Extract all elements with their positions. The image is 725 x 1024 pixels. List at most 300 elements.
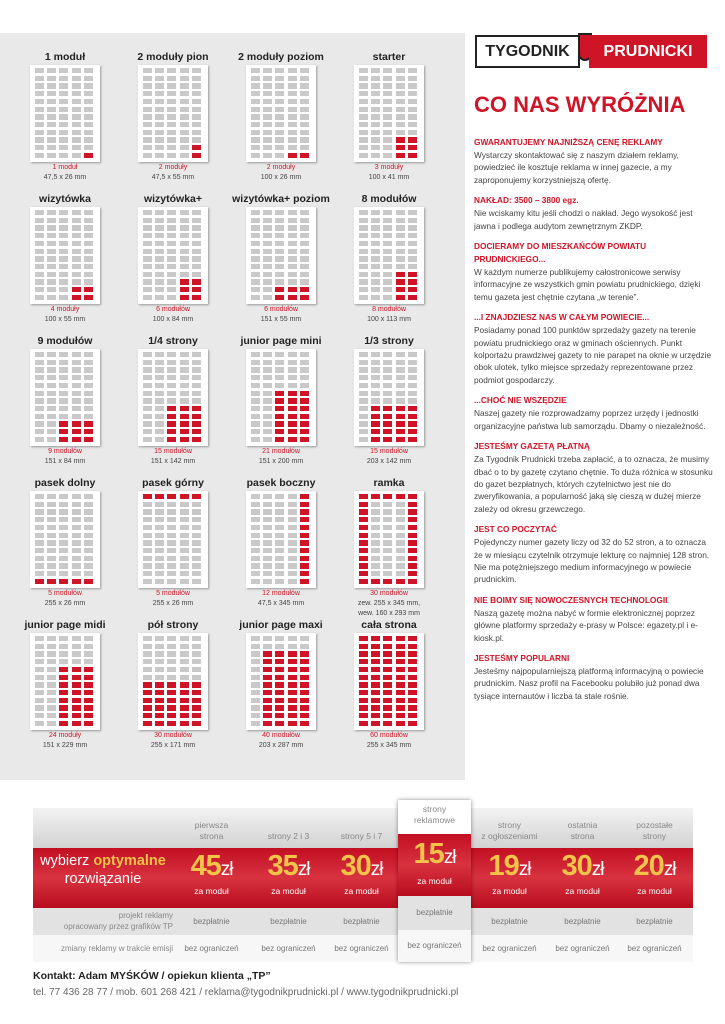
module-cell bbox=[288, 122, 297, 127]
module-cell bbox=[47, 698, 56, 703]
module-cell bbox=[371, 548, 380, 553]
module-cell-filled bbox=[263, 698, 272, 703]
module-cell-filled bbox=[408, 690, 417, 695]
module-cell bbox=[288, 383, 297, 388]
module-cell bbox=[396, 107, 405, 112]
module-card bbox=[15, 175, 115, 325]
module-cell bbox=[47, 437, 56, 442]
module-cell bbox=[251, 579, 260, 584]
module-cell bbox=[84, 99, 93, 104]
module-cell-filled bbox=[155, 698, 164, 703]
module-dimensions: 100 x 41 mm bbox=[368, 174, 410, 181]
module-cell bbox=[192, 579, 201, 584]
module-cell bbox=[143, 563, 152, 568]
module-cell bbox=[72, 145, 81, 150]
module-cell bbox=[251, 272, 260, 277]
module-cell-filled bbox=[383, 698, 392, 703]
module-cell bbox=[300, 241, 309, 246]
module-cell bbox=[251, 367, 260, 372]
module-cell bbox=[35, 383, 44, 388]
module-cell bbox=[180, 644, 189, 649]
module-cell bbox=[72, 406, 81, 411]
module-cell-filled bbox=[359, 556, 368, 561]
module-cell-filled bbox=[155, 494, 164, 499]
module-cell-filled bbox=[192, 421, 201, 426]
module-cell bbox=[383, 99, 392, 104]
module-cell bbox=[192, 556, 201, 561]
module-cell bbox=[300, 91, 309, 96]
module-page-diagram bbox=[246, 65, 316, 162]
module-cell-filled bbox=[192, 698, 201, 703]
module-cell bbox=[275, 130, 284, 135]
module-cell-filled bbox=[300, 525, 309, 530]
module-cell-filled bbox=[167, 414, 176, 419]
module-cell-filled bbox=[167, 721, 176, 726]
module-cell bbox=[383, 287, 392, 292]
module-cell bbox=[263, 360, 272, 365]
price-value: 15 bbox=[413, 838, 444, 870]
module-cell bbox=[251, 383, 260, 388]
module-cell bbox=[275, 525, 284, 530]
module-cell bbox=[143, 233, 152, 238]
module-cell-filled bbox=[396, 437, 405, 442]
module-cell bbox=[155, 264, 164, 269]
module-cell bbox=[251, 218, 260, 223]
module-cell-filled bbox=[359, 659, 368, 664]
module-card bbox=[15, 459, 115, 609]
module-cell bbox=[47, 690, 56, 695]
price-currency: zł bbox=[370, 859, 383, 880]
module-cell-filled bbox=[371, 636, 380, 641]
module-page-diagram bbox=[354, 633, 424, 730]
module-cell bbox=[167, 352, 176, 357]
module-cell bbox=[359, 107, 368, 112]
module-cell bbox=[288, 533, 297, 538]
module-cell bbox=[383, 218, 392, 223]
module-cell bbox=[251, 690, 260, 695]
module-cell bbox=[192, 563, 201, 568]
module-cell bbox=[383, 563, 392, 568]
module-cell bbox=[192, 367, 201, 372]
module-cell-filled bbox=[300, 667, 309, 672]
module-cell bbox=[155, 651, 164, 656]
module-cell-filled bbox=[396, 667, 405, 672]
module-cell-filled bbox=[263, 682, 272, 687]
module-cell-filled bbox=[192, 494, 201, 499]
module-cell-filled bbox=[167, 494, 176, 499]
module-cell-filled bbox=[143, 698, 152, 703]
module-cell bbox=[143, 360, 152, 365]
module-cell bbox=[383, 279, 392, 284]
module-cell bbox=[396, 352, 405, 357]
module-cell bbox=[59, 137, 68, 142]
module-cell bbox=[84, 398, 93, 403]
module-cell-filled bbox=[59, 421, 68, 426]
module-cell bbox=[72, 225, 81, 230]
module-cell bbox=[251, 256, 260, 261]
module-cell-filled bbox=[359, 494, 368, 499]
module-cell bbox=[59, 636, 68, 641]
module-cell-filled bbox=[300, 721, 309, 726]
module-cell bbox=[84, 122, 93, 127]
module-cell-filled bbox=[383, 690, 392, 695]
module-cell bbox=[47, 68, 56, 73]
module-cell bbox=[288, 548, 297, 553]
benefit-section bbox=[474, 394, 714, 432]
module-cell bbox=[72, 83, 81, 88]
design-value: bezpłatnie bbox=[193, 917, 230, 926]
module-cell bbox=[371, 287, 380, 292]
module-cell bbox=[35, 571, 44, 576]
module-cell bbox=[263, 494, 272, 499]
module-cell bbox=[251, 533, 260, 538]
module-cell bbox=[192, 675, 201, 680]
module-cell-filled bbox=[359, 579, 368, 584]
module-cell bbox=[155, 83, 164, 88]
module-cell bbox=[84, 137, 93, 142]
module-cell bbox=[192, 233, 201, 238]
module-cell-filled bbox=[180, 429, 189, 434]
module-cell bbox=[47, 76, 56, 81]
module-cell bbox=[155, 571, 164, 576]
module-cell bbox=[251, 667, 260, 672]
module-cell bbox=[251, 636, 260, 641]
module-cell bbox=[288, 360, 297, 365]
module-title: junior page midi bbox=[24, 619, 106, 631]
module-cell bbox=[84, 256, 93, 261]
module-cell-filled bbox=[300, 713, 309, 718]
module-cell bbox=[47, 83, 56, 88]
module-cell bbox=[383, 375, 392, 380]
module-title: 1/4 strony bbox=[148, 335, 198, 347]
module-cell bbox=[359, 406, 368, 411]
module-cell bbox=[383, 360, 392, 365]
module-cell bbox=[263, 406, 272, 411]
module-cell bbox=[408, 107, 417, 112]
module-cell-filled bbox=[396, 494, 405, 499]
column-price bbox=[325, 850, 398, 883]
module-cell bbox=[47, 137, 56, 142]
module-cell bbox=[383, 68, 392, 73]
module-card bbox=[339, 459, 439, 617]
module-cell bbox=[192, 264, 201, 269]
module-cell bbox=[288, 137, 297, 142]
module-cell bbox=[192, 91, 201, 96]
module-cell bbox=[59, 659, 68, 664]
module-cell bbox=[275, 563, 284, 568]
module-title: starter bbox=[372, 51, 406, 63]
design-value: bezpłatnie bbox=[343, 917, 380, 926]
module-cell-filled bbox=[288, 698, 297, 703]
module-cell bbox=[300, 383, 309, 388]
module-cell-filled bbox=[396, 137, 405, 142]
module-cell bbox=[180, 210, 189, 215]
module-cell bbox=[143, 414, 152, 419]
module-cell-filled bbox=[383, 437, 392, 442]
module-cell bbox=[371, 279, 380, 284]
module-cell-filled bbox=[275, 437, 284, 442]
benefit-heading: JESTEŚMY GAZETĄ PŁATNĄ bbox=[474, 441, 590, 452]
module-cell-filled bbox=[371, 659, 380, 664]
module-cell bbox=[288, 68, 297, 73]
module-cell-filled bbox=[72, 437, 81, 442]
module-cell bbox=[275, 636, 284, 641]
module-cell bbox=[155, 509, 164, 514]
module-cell bbox=[408, 367, 417, 372]
module-cell bbox=[408, 99, 417, 104]
module-cell bbox=[167, 68, 176, 73]
benefit-section bbox=[474, 523, 714, 586]
module-card bbox=[15, 601, 115, 751]
module-cell bbox=[35, 563, 44, 568]
module-cell bbox=[72, 114, 81, 119]
module-cell bbox=[59, 398, 68, 403]
module-cell-filled bbox=[263, 705, 272, 710]
module-cell-filled bbox=[383, 429, 392, 434]
module-cell-filled bbox=[371, 713, 380, 718]
module-cell bbox=[167, 360, 176, 365]
module-cell bbox=[59, 644, 68, 649]
module-cell bbox=[72, 571, 81, 576]
module-cell bbox=[84, 367, 93, 372]
module-cell bbox=[359, 256, 368, 261]
module-cell bbox=[167, 225, 176, 230]
module-cell bbox=[371, 83, 380, 88]
module-cell-filled bbox=[300, 406, 309, 411]
benefit-heading: NAKŁAD: 3500 – 3800 egz. bbox=[474, 195, 579, 206]
module-cell bbox=[72, 218, 81, 223]
module-cell bbox=[35, 651, 44, 656]
module-cell-filled bbox=[359, 675, 368, 680]
module-cell bbox=[143, 137, 152, 142]
module-cell bbox=[263, 414, 272, 419]
column-price bbox=[473, 850, 546, 883]
module-count: 12 modułów bbox=[262, 590, 300, 597]
module-cell bbox=[180, 218, 189, 223]
module-page-diagram bbox=[30, 491, 100, 588]
module-cell bbox=[84, 68, 93, 73]
module-cell bbox=[192, 383, 201, 388]
module-cell bbox=[383, 145, 392, 150]
module-cell bbox=[251, 421, 260, 426]
module-cell bbox=[263, 509, 272, 514]
module-cell-filled bbox=[155, 682, 164, 687]
module-cell bbox=[180, 249, 189, 254]
module-dimensions: 100 x 84 mm bbox=[152, 316, 194, 323]
module-cell bbox=[155, 210, 164, 215]
module-cell bbox=[251, 721, 260, 726]
module-cell-filled bbox=[408, 287, 417, 292]
module-cell bbox=[35, 713, 44, 718]
module-cell bbox=[155, 644, 164, 649]
pricing-column-featured bbox=[398, 800, 471, 962]
module-cell-filled bbox=[47, 579, 56, 584]
module-cell bbox=[371, 225, 380, 230]
price-unit: za moduł bbox=[194, 886, 229, 896]
column-price bbox=[618, 850, 691, 883]
price-unit: za moduł bbox=[492, 886, 527, 896]
module-cell bbox=[155, 225, 164, 230]
brand-logo-left: TYGODNIK bbox=[475, 35, 580, 68]
module-cell bbox=[59, 107, 68, 112]
module-cell bbox=[275, 107, 284, 112]
module-cell-filled bbox=[396, 414, 405, 419]
module-page-diagram bbox=[30, 65, 100, 162]
module-cell bbox=[300, 636, 309, 641]
module-cell-filled bbox=[396, 705, 405, 710]
module-cell bbox=[192, 651, 201, 656]
module-cell-filled bbox=[263, 659, 272, 664]
module-cell bbox=[371, 272, 380, 277]
module-cell bbox=[408, 398, 417, 403]
module-cell-filled bbox=[408, 579, 417, 584]
module-title: 1 moduł bbox=[44, 51, 86, 63]
changes-value: bez ograniczeń bbox=[482, 944, 537, 953]
module-cell bbox=[251, 525, 260, 530]
module-cell bbox=[251, 651, 260, 656]
module-cell bbox=[180, 114, 189, 119]
module-cell bbox=[180, 636, 189, 641]
module-card bbox=[339, 601, 439, 751]
module-count: 2 moduły bbox=[266, 164, 296, 171]
module-cell-filled bbox=[300, 398, 309, 403]
module-cell bbox=[288, 76, 297, 81]
benefit-text: Nie wciskamy kitu jeśli chodzi o nakład. Jego wysokość jest jawna i podlega audytom zewnętrznym ZKDP. bbox=[474, 208, 693, 231]
module-cell bbox=[72, 264, 81, 269]
price-currency: zł bbox=[220, 859, 233, 880]
module-cell-filled bbox=[396, 287, 405, 292]
module-cell bbox=[35, 210, 44, 215]
module-cell bbox=[167, 556, 176, 561]
module-cell bbox=[371, 367, 380, 372]
module-cell bbox=[35, 225, 44, 230]
module-cell bbox=[47, 233, 56, 238]
changes-value: bez ograniczeń bbox=[555, 944, 610, 953]
module-cell bbox=[300, 145, 309, 150]
module-cell bbox=[47, 375, 56, 380]
module-cell-filled bbox=[396, 713, 405, 718]
module-cell bbox=[47, 509, 56, 514]
module-cell-filled bbox=[300, 517, 309, 522]
module-cell bbox=[383, 225, 392, 230]
module-cell bbox=[263, 636, 272, 641]
module-title: 2 moduły poziom bbox=[238, 51, 324, 63]
module-cell-filled bbox=[383, 659, 392, 664]
design-value: bezpłatnie bbox=[270, 917, 307, 926]
module-cell-filled bbox=[359, 705, 368, 710]
module-cell bbox=[143, 517, 152, 522]
ad-formats-panel bbox=[0, 33, 465, 780]
module-cell bbox=[84, 571, 93, 576]
module-cell bbox=[84, 517, 93, 522]
module-cell-filled bbox=[59, 437, 68, 442]
module-cell-filled bbox=[396, 651, 405, 656]
module-cell bbox=[288, 571, 297, 576]
module-cell-filled bbox=[408, 721, 417, 726]
module-cell bbox=[251, 698, 260, 703]
module-cell bbox=[251, 210, 260, 215]
module-cell-filled bbox=[263, 690, 272, 695]
module-count: 6 modułów bbox=[264, 306, 298, 313]
module-cell bbox=[275, 644, 284, 649]
module-cell-filled bbox=[275, 675, 284, 680]
module-cell bbox=[143, 122, 152, 127]
module-cell-filled bbox=[300, 659, 309, 664]
module-cell bbox=[251, 91, 260, 96]
module-cell bbox=[383, 249, 392, 254]
module-cell bbox=[155, 667, 164, 672]
module-cell bbox=[59, 241, 68, 246]
module-cell bbox=[155, 76, 164, 81]
module-cell bbox=[155, 391, 164, 396]
module-cell bbox=[192, 241, 201, 246]
module-cell bbox=[180, 383, 189, 388]
module-cell bbox=[84, 249, 93, 254]
module-card bbox=[231, 175, 331, 325]
module-cell bbox=[371, 375, 380, 380]
module-cell bbox=[143, 502, 152, 507]
module-cell bbox=[408, 264, 417, 269]
module-cell-filled bbox=[396, 682, 405, 687]
module-cell bbox=[288, 509, 297, 514]
module-cell bbox=[47, 659, 56, 664]
column-header-text: pierwsza strona bbox=[194, 820, 229, 841]
module-cell bbox=[288, 91, 297, 96]
module-cell-filled bbox=[396, 145, 405, 150]
module-cell bbox=[143, 421, 152, 426]
module-cell bbox=[408, 83, 417, 88]
module-cell bbox=[263, 429, 272, 434]
module-cell-filled bbox=[383, 682, 392, 687]
module-cell bbox=[251, 494, 260, 499]
module-cell bbox=[263, 114, 272, 119]
module-cell bbox=[143, 68, 152, 73]
module-cell bbox=[143, 571, 152, 576]
module-cell bbox=[396, 83, 405, 88]
module-cell bbox=[288, 636, 297, 641]
module-cell-filled bbox=[155, 705, 164, 710]
module-cell-filled bbox=[408, 437, 417, 442]
module-cell bbox=[396, 264, 405, 269]
module-cell-filled bbox=[300, 509, 309, 514]
module-cell bbox=[72, 556, 81, 561]
module-cell bbox=[35, 114, 44, 119]
module-cell bbox=[155, 256, 164, 261]
module-cell bbox=[72, 256, 81, 261]
module-cell-filled bbox=[84, 295, 93, 300]
module-cell bbox=[35, 68, 44, 73]
module-cell bbox=[143, 540, 152, 545]
module-cell bbox=[371, 99, 380, 104]
module-cell bbox=[371, 137, 380, 142]
module-cell bbox=[300, 83, 309, 88]
module-cell bbox=[167, 264, 176, 269]
module-cell bbox=[288, 352, 297, 357]
module-cell bbox=[84, 210, 93, 215]
module-cell-filled bbox=[263, 713, 272, 718]
module-cell bbox=[251, 264, 260, 269]
module-cell-filled bbox=[84, 429, 93, 434]
module-cell bbox=[143, 287, 152, 292]
module-cell bbox=[35, 502, 44, 507]
module-cell-filled bbox=[300, 153, 309, 158]
module-cell bbox=[359, 218, 368, 223]
module-cell bbox=[371, 540, 380, 545]
module-cell-filled bbox=[408, 279, 417, 284]
module-cell bbox=[180, 667, 189, 672]
module-cell bbox=[47, 360, 56, 365]
module-cell bbox=[47, 99, 56, 104]
